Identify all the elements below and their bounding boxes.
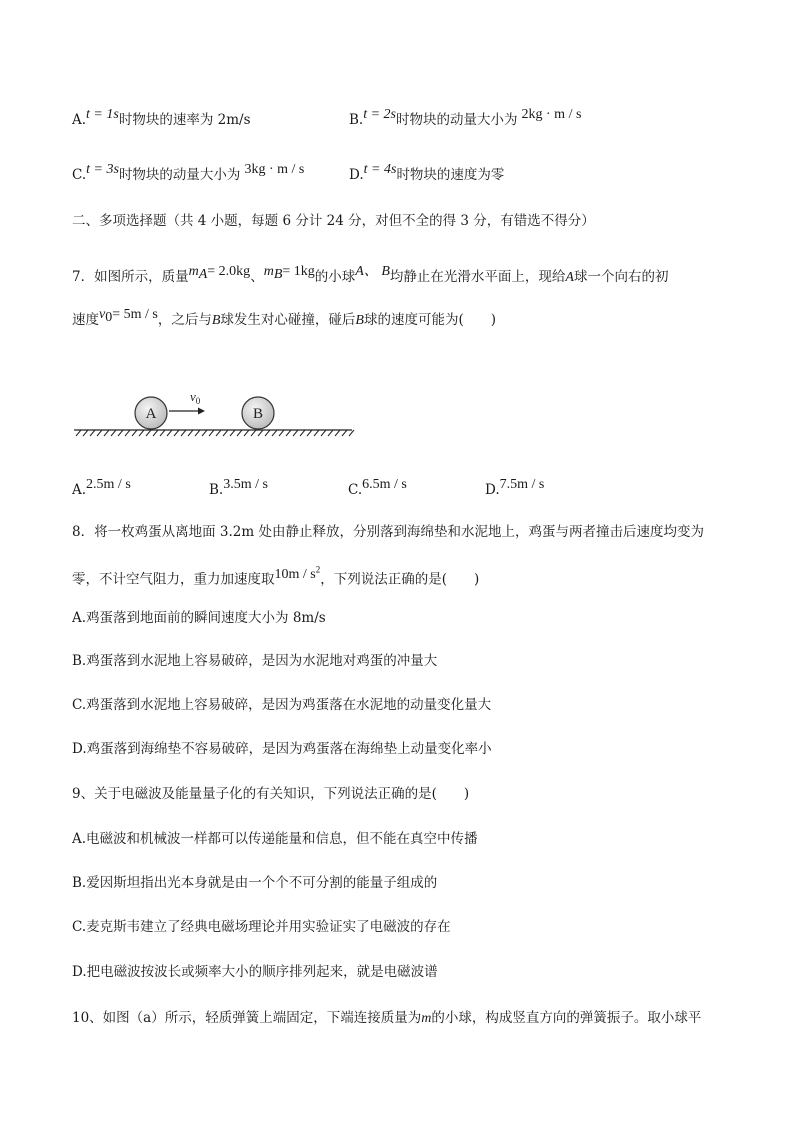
hatch-stroke [132,430,137,436]
q6-option-d: D.t = 4s时物块的速度为零 [349,162,505,183]
q7-option-b-value: 3.5m / s [223,477,268,492]
hatch-stroke [195,430,200,436]
q9-option-c: C.麦克斯韦建立了经典电磁场理论并用实验证实了电磁波的存在 [72,919,451,935]
hatch-stroke [209,430,214,436]
hatch-stroke [307,430,312,436]
hatch-stroke [244,430,249,436]
q8-option-b: B.鸡蛋落到水泥地上容易破碎，是因为水泥地对鸡蛋的冲量大 [72,653,438,669]
hatch-stroke [104,430,109,436]
hatch-stroke [188,430,193,436]
q7-option-b: B.3.5m / s [209,477,268,498]
hatch-stroke [181,430,186,436]
q7-option-c-value: 6.5m / s [362,477,407,492]
hatch-stroke [335,430,340,436]
section-2-heading: 二、多项选择题（共 4 小题，每题 6 分计 24 分，对但不全的得 3 分，有错选不得分） [72,213,595,229]
hatch-stroke [314,430,319,436]
q6-option-d-time: t = 4s [363,162,397,177]
q7-stem-line-1: 7．如图所示，质量$m_A= 2.0kg$、$m_B= 1kg$的小球A、 B均静止在光滑水平面上，现给A球一个向右的初 [72,264,669,285]
q8-option-c: C.鸡蛋落到水泥地上容易破碎，是因为鸡蛋落在水泥地的动量变化量大 [72,697,492,713]
hatch-stroke [90,430,95,436]
q7-velocity-symbol: v [99,307,106,322]
hatch-stroke [139,430,144,436]
q7-option-a-value: 2.5m / s [86,477,131,492]
hatch-stroke [265,430,270,436]
q6-option-b-time: t = 2s [363,107,397,122]
hatch-stroke [216,430,221,436]
hatch-stroke [272,430,277,436]
ground-hatching [76,430,354,436]
hatch-stroke [146,430,151,436]
hatch-stroke [97,430,102,436]
ball-a-label: A [145,406,157,422]
q10-stem: 10、如图（a）所示，轻质弹簧上端固定，下端连接质量为m的小球，构成竖直方向的弹簧振子。取小球平 [72,1010,702,1026]
hatch-stroke [286,430,291,436]
q7-velocity-value: = 5m / s [112,307,158,322]
hatch-stroke [230,430,235,436]
q8-stem-line-2: 零，不计空气阻力，重力加速度取$10m / s^2$，下列说法正确的是( ) [72,564,480,588]
q6-option-a: A.t = 1s时物块的速率为 2m/s [72,107,251,128]
hatch-stroke [237,430,242,436]
hatch-stroke [125,430,130,436]
velocity-label: $v_0$ [190,389,201,406]
hatch-stroke [300,430,305,436]
hatch-stroke [321,430,326,436]
q7-option-a: A.2.5m / s [72,477,131,498]
q7-mass-b-symbol: m [263,264,274,279]
hatch-stroke [223,430,228,436]
hatch-stroke [202,430,207,436]
q7-option-d-value: 7.5m / s [499,477,545,492]
hatch-stroke [174,430,179,436]
hatch-stroke [76,430,81,436]
q9-option-a: A.电磁波和机械波一样都可以传递能量和信息，但不能在真空中传播 [72,831,478,847]
q9-stem: 9、关于电磁波及能量量子化的有关知识，下列说法正确的是( ) [72,786,470,802]
q7-ball-names: A、 B [355,264,390,279]
hatch-stroke [83,430,88,436]
q6-option-a-time: t = 1s [86,107,119,122]
hatch-stroke [153,430,158,436]
q9-option-b: B.爱因斯坦指出光本身就是由一个个不可分割的能量子组成的 [72,875,438,891]
hatch-stroke [167,430,172,436]
q7-option-d: D.7.5m / s [485,477,545,498]
velocity-arrow-head [198,408,205,415]
q7-mass-a-symbol: m [188,264,199,279]
q7-stem-line-2: 速度$v_0= 5m / s$，之后与B球发生对心碰撞，碰后B球的速度可能为( ) [72,307,497,328]
q6-option-c: C.t = 3s时物块的动量大小为 3kg · m / s [72,162,305,183]
hatch-stroke [279,430,284,436]
hatch-stroke [258,430,263,436]
hatch-stroke [118,430,123,436]
q9-option-d: D.把电磁波按波长或频率大小的顺序排列起来，就是电磁波谱 [72,964,438,980]
q6-option-c-time: t = 3s [86,162,119,177]
q6-option-c-value: 3kg · m / s [244,162,305,177]
hatch-stroke [328,430,333,436]
hatch-stroke [111,430,116,436]
q6-option-b-value: 2kg · m / s [521,107,582,122]
hatch-stroke [293,430,298,436]
hatch-stroke [160,430,165,436]
ball-b-label: B [252,406,264,422]
q7-collision-figure [72,386,362,438]
q8-stem-line-1: 8．将一枚鸡蛋从离地面 3.2m 处由静止释放，分别落到海绵垫和水泥地上，鸡蛋与两者撞击后速度均变为 [72,524,704,540]
q8-option-d: D.鸡蛋落到海绵垫不容易破碎，是因为鸡蛋落在海绵垫上动量变化率小 [72,741,492,757]
q7-option-c: C.6.5m / s [348,477,407,498]
q7-mass-a-value: = 2.0kg [207,264,251,279]
hatch-stroke [349,430,354,436]
q8-gravity-value: $10m / s^2$ [274,564,321,582]
q8-option-a: A.鸡蛋落到地面前的瞬间速度大小为 8m/s [72,610,326,626]
q7-mass-b-value: = 1kg [282,264,315,279]
hatch-stroke [342,430,347,436]
hatch-stroke [251,430,256,436]
q6-option-b: B.t = 2s时物块的动量大小为 2kg · m / s [349,107,582,128]
